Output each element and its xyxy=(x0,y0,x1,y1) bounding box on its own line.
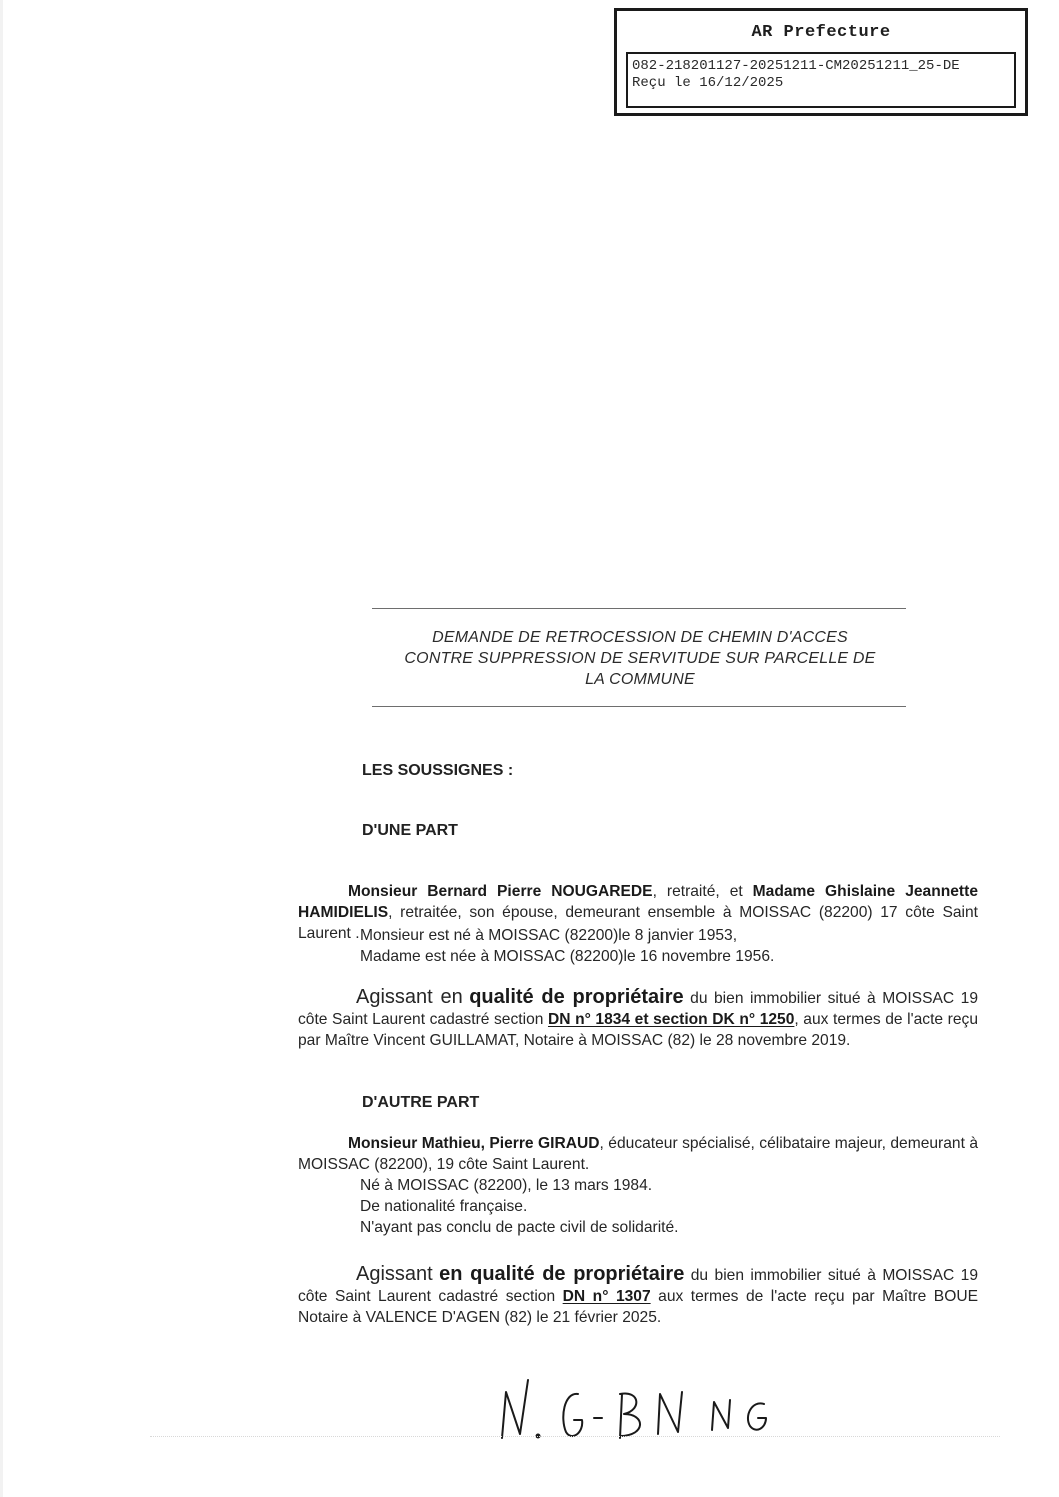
part1-name1: Monsieur Bernard Pierre NOUGAREDE xyxy=(348,883,653,900)
soussignes-heading: LES SOUSSIGNES : xyxy=(362,762,514,779)
part2-text: , éducateur spécialisé, célibataire majeur, demeurant à MOISSAC (82200), 19 côte Saint Laurent. xyxy=(298,1135,978,1173)
stamp-details xyxy=(626,52,1016,108)
part1-name2: Madame Ghislaine Jeannette HAMIDIELIS xyxy=(298,883,978,921)
part2-parcel: DN n° 1307 xyxy=(562,1288,651,1305)
part2-acting-word: Agissant xyxy=(356,1263,433,1285)
part2-acting-quality: en qualité de propriétaire xyxy=(439,1263,685,1285)
part1-acting-word: Agissant en xyxy=(356,986,463,1008)
part1-acting-text: du bien immobilier situé à MOISSAC 19 côte Saint Laurent cadastré section xyxy=(298,990,978,1028)
part1-parcel: DN n° 1834 et section DK n° 1250 xyxy=(547,1011,795,1028)
stamp-reference: 082-218201127-20251211-CM20251211_25-DE xyxy=(632,58,960,74)
part1-acting-end: , aux termes de l'acte reçu par Maître Vincent GUILLAMAT, Notaire à MOISSAC (82) le 28 novembre 2019. xyxy=(298,1011,978,1049)
part2-pacs: N'ayant pas conclu de pacte civil de solidarité. xyxy=(360,1219,679,1236)
part2-acting-end: aux termes de l'acte reçu par Maître BOUE Notaire à VALENCE D'AGEN (82) le 21 février 2025. xyxy=(298,1288,978,1326)
prefecture-stamp xyxy=(614,8,1028,116)
part2-heading: D'AUTRE PART xyxy=(362,1094,480,1111)
title-line-1: DEMANDE DE RETROCESSION DE CHEMIN D'ACCES xyxy=(432,629,848,646)
scan-edge xyxy=(0,0,3,1497)
part2-identity xyxy=(298,1133,978,1175)
document-title xyxy=(372,627,908,690)
handwritten-initials xyxy=(490,1372,820,1452)
part1-text2: , retraitée, son épouse, demeurant ensemble à MOISSAC (82200) 17 côte Saint Laurent . xyxy=(298,904,978,942)
part2-name: Monsieur Mathieu, Pierre GIRAUD xyxy=(348,1135,600,1152)
part2-born: Né à MOISSAC (82200), le 13 mars 1984. xyxy=(360,1177,653,1194)
title-rule-top xyxy=(372,608,906,609)
scan-artifact-line xyxy=(150,1436,1000,1437)
part1-born-monsieur: Monsieur est né à MOISSAC (82200)le 8 janvier 1953, xyxy=(360,927,738,944)
stamp-received-date: Reçu le 16/12/2025 xyxy=(632,75,784,91)
stamp-title: AR Prefecture xyxy=(751,23,891,42)
part1-text1: , retraité, et xyxy=(652,883,753,900)
part1-acting xyxy=(298,987,978,1051)
title-rule-bottom xyxy=(372,706,906,707)
part2-acting-text: du bien immobilier situé à MOISSAC 19 côte Saint Laurent cadastré section xyxy=(298,1267,978,1305)
part1-heading: D'UNE PART xyxy=(362,822,458,839)
part2-acting xyxy=(298,1264,978,1328)
part2-nationality: De nationalité française. xyxy=(360,1198,528,1215)
part1-born-madame: Madame est née à MOISSAC (82200)le 16 novembre 1956. xyxy=(360,948,775,965)
title-line-3: LA COMMUNE xyxy=(585,671,695,688)
part1-acting-quality: qualité de propriétaire xyxy=(469,986,684,1008)
title-line-2: CONTRE SUPPRESSION DE SERVITUDE SUR PARCELLE DE xyxy=(404,650,876,667)
